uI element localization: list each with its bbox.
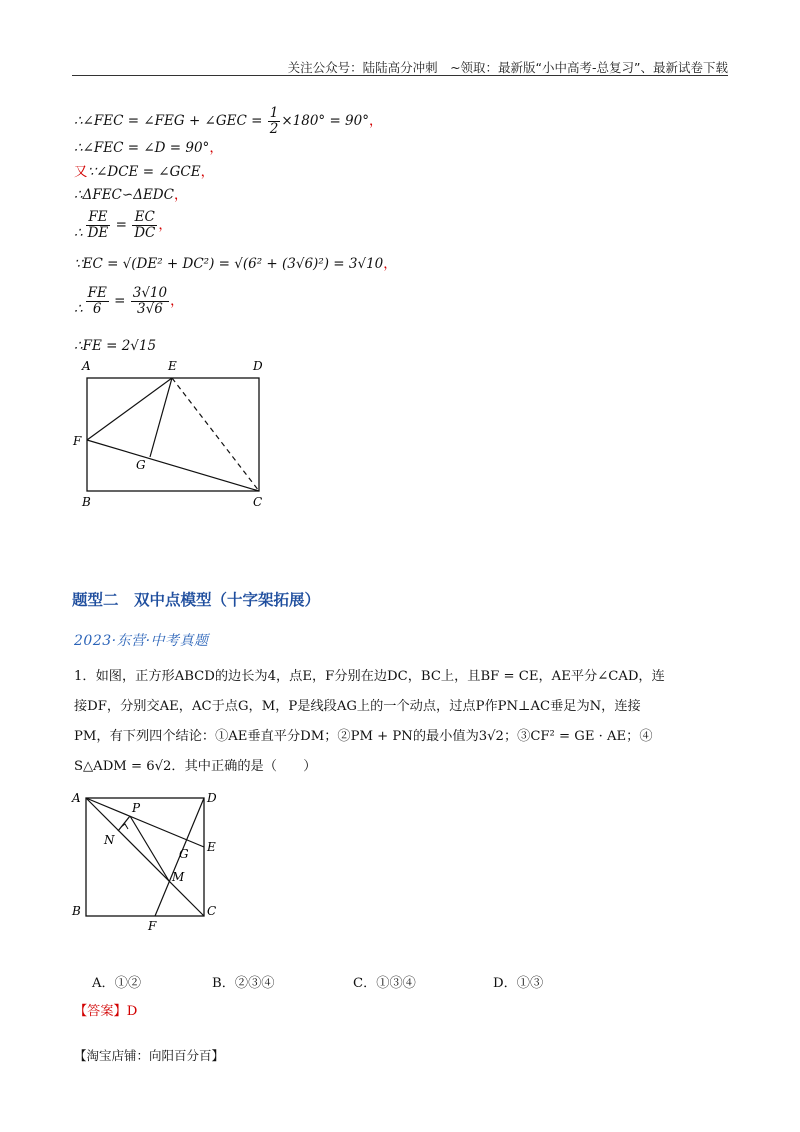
- option-d: D．①③: [493, 976, 544, 991]
- solution-line-4: ∴ΔFEC∽ΔEDC，: [74, 187, 188, 203]
- rectangle-abcd: [87, 378, 259, 491]
- label-f: F: [148, 919, 157, 933]
- section-title: 题型二 双中点模型（十字架拓展）: [72, 591, 321, 609]
- segment-fe: [87, 378, 172, 440]
- option-c: C．①③④: [353, 976, 416, 991]
- label-m: M: [172, 870, 185, 884]
- option-b: B．②③④: [212, 976, 275, 991]
- problem-line-2: 接DF，分别交AE，AC于点G，M，P是线段AG上的一个动点，过点P作PN⊥AC垂足为N，连接: [74, 699, 641, 714]
- solution-line-3-lead: 又: [74, 164, 88, 180]
- solution-line-5: ∴ $\frac{FE}{DE}$ = $\frac{EC}{DC}$ ，: [74, 209, 172, 242]
- right-angle-mark: [121, 824, 128, 829]
- page-footer: 【淘宝店铺：向阳百分百】: [74, 1048, 225, 1063]
- label-f: F: [73, 434, 82, 448]
- label-d: D: [207, 791, 217, 805]
- label-e: E: [168, 359, 177, 373]
- problem-line-1: 1．如图，正方形ABCD的边长为4，点E，F分别在边DC，BC上，且BF = CE，AE平分∠CAD，连: [74, 669, 665, 684]
- solution-line-7: ∴ $\frac{FE}{6}$ = $\frac{3√10}{3√6}$ ，: [74, 285, 184, 318]
- label-c: C: [253, 495, 263, 509]
- label-d: D: [253, 359, 263, 373]
- answer: 【答案】D: [74, 1004, 138, 1019]
- fraction-fe-6: $\frac{FE}{6}$: [87, 285, 107, 317]
- solution-line-8: ∴FE = 2√15: [74, 338, 157, 354]
- solution-line-1-pre: ∴∠FEC = ∠FEG + ∠GEC =: [74, 112, 267, 129]
- solution-line-1: ∴∠FEC = ∠FEG + ∠GEC = $\frac{1}{2}$ ×180° = 90°，: [74, 105, 383, 137]
- figure-square-abcd: [68, 788, 228, 936]
- fraction-ec-dc: $\frac{EC}{DC}$: [134, 209, 156, 241]
- label-g: G: [136, 458, 146, 472]
- figure-rectangle-abcd: [70, 358, 280, 510]
- fraction-sqrt: $\frac{3√10}{3√6}$: [132, 285, 168, 317]
- label-g: G: [179, 847, 189, 861]
- problem-line-3: PM，有下列四个结论：①AE垂直平分DM；②PM + PN的最小值为3√2；③CF² = GE · AE；④: [74, 729, 653, 744]
- fraction-fe-de: $\frac{FE}{DE}$: [87, 209, 109, 241]
- page-header: 关注公众号：陆陆高分冲刺 ~领取：最新版“小中高考-总复习”、最新试卷下载: [287, 60, 728, 75]
- label-b: B: [72, 904, 81, 918]
- label-c: C: [207, 904, 217, 918]
- solution-line-2: ∴∠FEC = ∠D = 90°，: [74, 140, 223, 156]
- solution-line-1-post: ×180° = 90°: [281, 112, 369, 129]
- label-n: N: [104, 833, 115, 847]
- option-a: A．①②: [92, 976, 142, 991]
- label-p: P: [132, 801, 141, 815]
- segment-ec-dashed: [172, 378, 259, 491]
- fraction-half: $\frac{1}{2}$: [269, 105, 279, 137]
- label-a: A: [82, 359, 91, 373]
- label-e: E: [207, 840, 216, 854]
- label-b: B: [82, 495, 91, 509]
- solution-line-6: ∵EC = √(DE² + DC²) = √(6² + (3√6)²) = 3√10，: [74, 256, 397, 272]
- segment-eg: [150, 378, 172, 457]
- source-tag: 2023·东营·中考真题: [74, 633, 209, 649]
- solution-line-3: 又∵∠DCE = ∠GCE，: [74, 164, 215, 180]
- label-a: A: [72, 791, 81, 805]
- header-rule: [72, 75, 728, 76]
- segment-fc: [87, 440, 259, 491]
- problem-line-4: S△ADM = 6√2．其中正确的是（ ）: [74, 759, 317, 774]
